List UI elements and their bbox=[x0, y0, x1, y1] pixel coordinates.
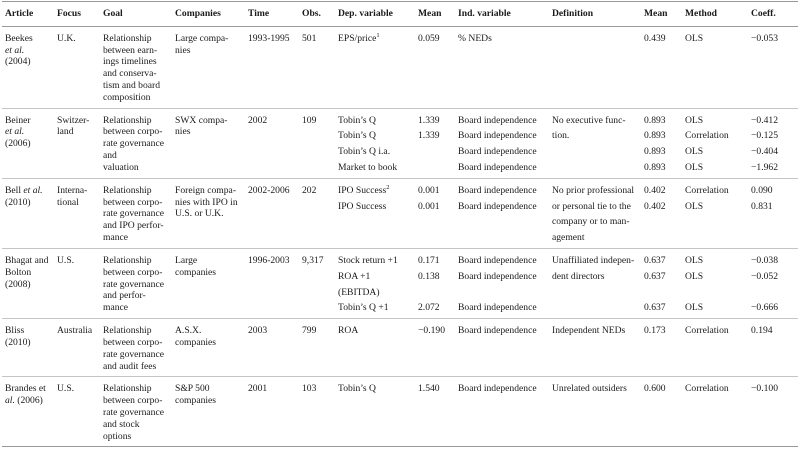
cell-dep-variable: Tobin’s Q bbox=[338, 130, 376, 142]
cell-mean-dep: 0.001 bbox=[415, 178, 455, 198]
cell-dep-variable: Tobin’s Q bbox=[335, 108, 415, 128]
cell-mean-ind: 0.402 bbox=[641, 178, 682, 198]
cell-method: OLS bbox=[685, 200, 704, 212]
cell-article: Beekes et al. (2004) bbox=[5, 32, 33, 68]
cell-method: OLS bbox=[682, 248, 748, 268]
cell-goal: Relationship between earn- ings timelines and conserva- tism and board composition bbox=[103, 32, 161, 103]
cell-companies: S&P 500 companies bbox=[172, 377, 245, 447]
cell-method: OLS bbox=[685, 270, 704, 282]
cell-coeff bbox=[748, 214, 798, 230]
cell-time: 2003 bbox=[245, 319, 299, 377]
cell-dep-variable: (EBITDA) bbox=[338, 286, 380, 298]
cell-method bbox=[682, 214, 748, 230]
cell-article: Bliss (2010) bbox=[2, 319, 54, 377]
cell-focus: U.K. bbox=[57, 32, 76, 44]
cell-ind-variable: Board independence bbox=[458, 270, 537, 282]
cell-focus: Australia bbox=[54, 319, 100, 377]
cell-ind-variable: Board independence bbox=[458, 302, 537, 314]
cell-coeff bbox=[748, 230, 798, 248]
table-row bbox=[2, 26, 798, 108]
cell-mean-dep: 1.339 bbox=[418, 130, 440, 142]
cell-obs: 9,317 bbox=[299, 248, 335, 318]
cell-companies: SWX compa- nies bbox=[172, 108, 245, 178]
literature-review-table bbox=[2, 1, 798, 447]
header-ind-variable: Ind. variable bbox=[455, 2, 549, 27]
cell-goal: Relationship between corpo- rate governance and perfor- mance bbox=[100, 248, 172, 318]
cell-focus: Switzer- land bbox=[54, 108, 100, 178]
cell-method: OLS bbox=[682, 108, 748, 128]
cell-method bbox=[682, 285, 748, 301]
cell-method: Correlation bbox=[682, 178, 748, 198]
cell-method: Correlation bbox=[682, 319, 748, 377]
cell-coeff: −0.100 bbox=[748, 377, 798, 447]
cell-mean-dep bbox=[415, 230, 455, 248]
cell-dep-variable: Tobin’s Q i.a. bbox=[338, 146, 391, 158]
cell-method: OLS bbox=[685, 302, 704, 314]
table-row bbox=[2, 319, 798, 377]
cell-mean-ind: 0.439 bbox=[644, 32, 666, 44]
cell-focus: Interna- tional bbox=[54, 178, 100, 248]
cell-obs: 109 bbox=[299, 108, 335, 178]
cell-companies: Foreign compa- nies with IPO in U.S. or U.K. bbox=[172, 178, 245, 248]
cell-goal: Relationship between corpo- rate governance and audit fees bbox=[100, 319, 172, 377]
cell-mean-ind: 0.637 bbox=[644, 302, 666, 314]
cell-time: 2002-2006 bbox=[245, 178, 299, 248]
table-body bbox=[2, 26, 798, 447]
cell-mean-dep: 1.540 bbox=[415, 377, 455, 447]
cell-dep-variable bbox=[335, 214, 415, 230]
header-mean-dep: Mean bbox=[415, 2, 455, 27]
cell-ind-variable bbox=[455, 285, 549, 301]
cell-dep-variable: IPO Success bbox=[338, 200, 387, 212]
cell-article: Bell et al. (2010) bbox=[2, 178, 54, 248]
cell-method bbox=[682, 230, 748, 248]
cell-dep-variable: Market to book bbox=[338, 161, 398, 173]
cell-mean-ind: 0.402 bbox=[644, 200, 666, 212]
cell-definition bbox=[549, 300, 641, 318]
cell-coeff: 0.831 bbox=[751, 200, 773, 212]
cell-coeff: −1.962 bbox=[751, 161, 778, 173]
cell-mean-ind bbox=[641, 230, 682, 248]
header-time: Time bbox=[245, 2, 299, 27]
cell-article: Bhagat and Bolton (2008) bbox=[2, 248, 54, 318]
cell-dep-variable: Tobin’s Q +1 bbox=[338, 302, 389, 314]
cell-companies: A.S.X. companies bbox=[172, 319, 245, 377]
cell-ind-variable: Board independence bbox=[455, 377, 549, 447]
cell-time: 2002 bbox=[245, 108, 299, 178]
cell-ind-variable bbox=[455, 214, 549, 230]
cell-obs: 103 bbox=[299, 377, 335, 447]
cell-dep-variable: ROA +1 bbox=[338, 270, 371, 282]
cell-mean-ind: 0.637 bbox=[641, 248, 682, 268]
cell-ind-variable: Board independence bbox=[455, 248, 549, 268]
cell-ind-variable: % NEDs bbox=[458, 32, 492, 44]
cell-definition: agement bbox=[552, 232, 585, 244]
header-method: Method bbox=[682, 2, 748, 27]
table-row bbox=[2, 377, 798, 447]
cell-mean-dep bbox=[415, 214, 455, 230]
header-companies: Companies bbox=[172, 2, 245, 27]
cell-focus: U.S. bbox=[54, 248, 100, 318]
cell-companies: Large compa- nies bbox=[175, 32, 229, 56]
cell-definition: Unrelated outsiders bbox=[549, 377, 641, 447]
cell-ind-variable bbox=[455, 230, 549, 248]
header-obs: Obs. bbox=[299, 2, 335, 27]
cell-mean-dep: 2.072 bbox=[418, 302, 440, 314]
cell-definition: Independent NEDs bbox=[549, 319, 641, 377]
cell-obs: 202 bbox=[299, 178, 335, 248]
cell-coeff: −0.404 bbox=[751, 146, 778, 158]
cell-definition: tion. bbox=[552, 130, 570, 142]
cell-definition: No executive func- bbox=[549, 108, 641, 128]
cell-goal: Relationship between corpo- rate governance and valuation bbox=[100, 108, 172, 178]
cell-mean-ind: 0.600 bbox=[641, 377, 682, 447]
cell-ind-variable: Board independence bbox=[455, 108, 549, 128]
cell-method: OLS bbox=[685, 146, 704, 158]
cell-ind-variable: Board independence bbox=[458, 130, 537, 142]
cell-coeff: −0.053 bbox=[751, 32, 778, 44]
cell-mean-dep: 0.001 bbox=[418, 200, 440, 212]
cell-dep-variable: Tobin’s Q bbox=[335, 377, 415, 447]
cell-mean-ind: 0.893 bbox=[644, 146, 666, 158]
table-row bbox=[2, 248, 798, 268]
cell-goal: Relationship between corpo- rate governance and IPO perfor- mance bbox=[100, 178, 172, 248]
header-dep-variable: Dep. variable bbox=[335, 2, 415, 27]
cell-definition bbox=[549, 160, 641, 178]
cell-ind-variable: Board independence bbox=[455, 319, 549, 377]
cell-coeff bbox=[748, 285, 798, 301]
cell-dep-variable: Stock return +1 bbox=[335, 248, 415, 268]
cell-ind-variable: Board independence bbox=[458, 200, 537, 212]
table-row bbox=[2, 108, 798, 128]
cell-definition: company or to man- bbox=[552, 216, 630, 228]
cell-mean-ind: 0.893 bbox=[644, 161, 666, 173]
cell-mean-dep: 0.059 bbox=[418, 32, 440, 44]
cell-article: Brandes et al. (2006) bbox=[2, 377, 54, 447]
cell-companies: Large companies bbox=[172, 248, 245, 318]
cell-mean-ind: 0.893 bbox=[644, 130, 666, 142]
cell-mean-dep: 0.138 bbox=[418, 270, 440, 282]
cell-article: Beiner et al. (2006) bbox=[2, 108, 54, 178]
cell-coeff: −0.666 bbox=[751, 302, 778, 314]
cell-definition bbox=[549, 285, 641, 301]
cell-method: OLS bbox=[685, 32, 704, 44]
cell-definition bbox=[549, 144, 641, 160]
cell-mean-ind bbox=[641, 285, 682, 301]
table-header bbox=[2, 2, 798, 27]
cell-definition: or personal tie to the bbox=[552, 200, 631, 212]
cell-mean-ind bbox=[641, 214, 682, 230]
cell-time: 1993-1995 bbox=[248, 32, 290, 44]
cell-goal: Relationship between corpo- rate governance and stock options bbox=[100, 377, 172, 447]
cell-coeff: −0.412 bbox=[748, 108, 798, 128]
cell-dep-variable: ROA bbox=[335, 319, 415, 377]
header-goal: Goal bbox=[100, 2, 172, 27]
cell-method: Correlation bbox=[682, 377, 748, 447]
cell-ind-variable: Board independence bbox=[455, 178, 549, 198]
cell-time: 2001 bbox=[245, 377, 299, 447]
header-definition: Definition bbox=[549, 2, 641, 27]
header-coeff: Coeff. bbox=[748, 2, 798, 27]
cell-focus: U.S. bbox=[54, 377, 100, 447]
header-mean-ind: Mean bbox=[641, 2, 682, 27]
cell-mean-ind: 0.893 bbox=[641, 108, 682, 128]
cell-mean-dep: 1.339 bbox=[415, 108, 455, 128]
cell-definition: Unaffiliated indepen- bbox=[549, 248, 641, 268]
footnote-marker: 2 bbox=[386, 183, 390, 191]
cell-ind-variable: Board independence bbox=[458, 146, 537, 158]
cell-definition: No prior professional bbox=[549, 178, 641, 198]
cell-dep-variable: IPO Success$^2$ bbox=[335, 178, 415, 198]
cell-method: Correlation bbox=[685, 130, 729, 142]
table-row bbox=[2, 178, 798, 198]
cell-mean-ind: 0.173 bbox=[641, 319, 682, 377]
cell-obs: 501 bbox=[302, 32, 317, 44]
cell-dep-variable: EPS/price$^1$ bbox=[338, 31, 380, 44]
cell-ind-variable: Board independence bbox=[458, 161, 537, 173]
header-row bbox=[2, 2, 798, 27]
header-article: Article bbox=[2, 2, 54, 27]
cell-mean-dep: 0.171 bbox=[415, 248, 455, 268]
cell-definition bbox=[549, 26, 641, 108]
cell-mean-dep: −0.190 bbox=[415, 319, 455, 377]
footnote-marker: 1 bbox=[376, 31, 380, 39]
cell-dep-variable bbox=[335, 230, 415, 248]
cell-mean-dep bbox=[415, 285, 455, 301]
cell-coeff: 0.194 bbox=[748, 319, 798, 377]
cell-time: 1996-2003 bbox=[245, 248, 299, 318]
cell-obs: 799 bbox=[299, 319, 335, 377]
cell-coeff: −0.125 bbox=[751, 130, 778, 142]
cell-coeff: −0.038 bbox=[748, 248, 798, 268]
header-focus: Focus bbox=[54, 2, 100, 27]
cell-mean-dep bbox=[415, 160, 455, 178]
cell-method: OLS bbox=[685, 161, 704, 173]
cell-mean-ind: 0.637 bbox=[644, 270, 666, 282]
cell-coeff: −0.052 bbox=[751, 270, 778, 282]
cell-coeff: 0.090 bbox=[748, 178, 798, 198]
cell-definition: dent directors bbox=[552, 270, 605, 282]
cell-mean-dep bbox=[415, 144, 455, 160]
